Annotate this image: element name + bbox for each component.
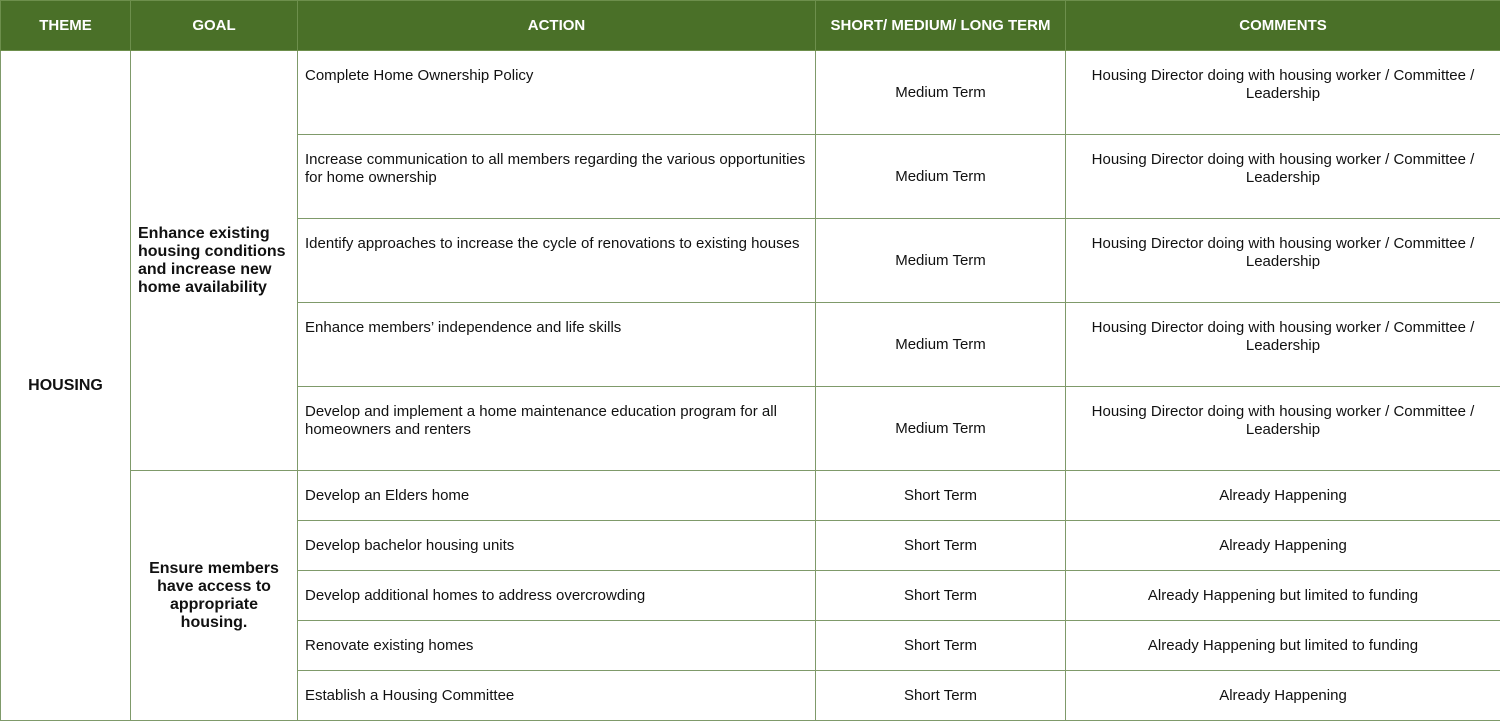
goal-cell: Ensure members have access to appropriate housing. — [131, 471, 298, 721]
term-cell: Medium Term — [816, 303, 1066, 387]
goal-cell: Enhance existing housing conditions and increase new home availability — [131, 51, 298, 471]
comment-cell: Already Happening — [1066, 521, 1500, 571]
comment-cell: Already Happening — [1066, 671, 1500, 721]
comment-cell: Housing Director doing with housing worker / Committee / Leadership — [1066, 219, 1500, 303]
term-cell: Medium Term — [816, 387, 1066, 471]
term-cell: Medium Term — [816, 51, 1066, 135]
header-comments: COMMENTS — [1066, 1, 1500, 51]
header-theme: THEME — [1, 1, 131, 51]
comment-cell: Already Happening but limited to funding — [1066, 621, 1500, 671]
term-cell: Short Term — [816, 621, 1066, 671]
action-cell: Establish a Housing Committee — [298, 671, 816, 721]
action-cell: Develop bachelor housing units — [298, 521, 816, 571]
comment-cell: Already Happening — [1066, 471, 1500, 521]
table-row — [1, 471, 1500, 521]
term-cell: Short Term — [816, 471, 1066, 521]
action-cell: Enhance members’ independence and life skills — [298, 303, 816, 387]
action-cell: Identify approaches to increase the cycle of renovations to existing houses — [298, 219, 816, 303]
term-cell: Short Term — [816, 671, 1066, 721]
term-cell: Medium Term — [816, 135, 1066, 219]
comment-cell: Housing Director doing with housing worker / Committee / Leadership — [1066, 51, 1500, 135]
action-cell: Renovate existing homes — [298, 621, 816, 671]
action-cell: Develop and implement a home maintenance education program for all homeowners and renters — [298, 387, 816, 471]
term-cell: Short Term — [816, 521, 1066, 571]
action-cell: Develop additional homes to address overcrowding — [298, 571, 816, 621]
action-cell: Increase communication to all members regarding the various opportunities for home ownership — [298, 135, 816, 219]
header-row — [1, 1, 1500, 51]
header-goal: GOAL — [131, 1, 298, 51]
term-cell: Medium Term — [816, 219, 1066, 303]
comment-cell: Housing Director doing with housing worker / Committee / Leadership — [1066, 135, 1500, 219]
comment-cell: Already Happening but limited to funding — [1066, 571, 1500, 621]
comment-cell: Housing Director doing with housing worker / Committee / Leadership — [1066, 303, 1500, 387]
comment-cell: Housing Director doing with housing worker / Committee / Leadership — [1066, 387, 1500, 471]
table-row — [1, 51, 1500, 135]
header-term: SHORT/ MEDIUM/ LONG TERM — [816, 1, 1066, 51]
action-cell: Develop an Elders home — [298, 471, 816, 521]
header-action: ACTION — [298, 1, 816, 51]
action-cell: Complete Home Ownership Policy — [298, 51, 816, 135]
term-cell: Short Term — [816, 571, 1066, 621]
theme-cell: HOUSING — [1, 51, 131, 721]
